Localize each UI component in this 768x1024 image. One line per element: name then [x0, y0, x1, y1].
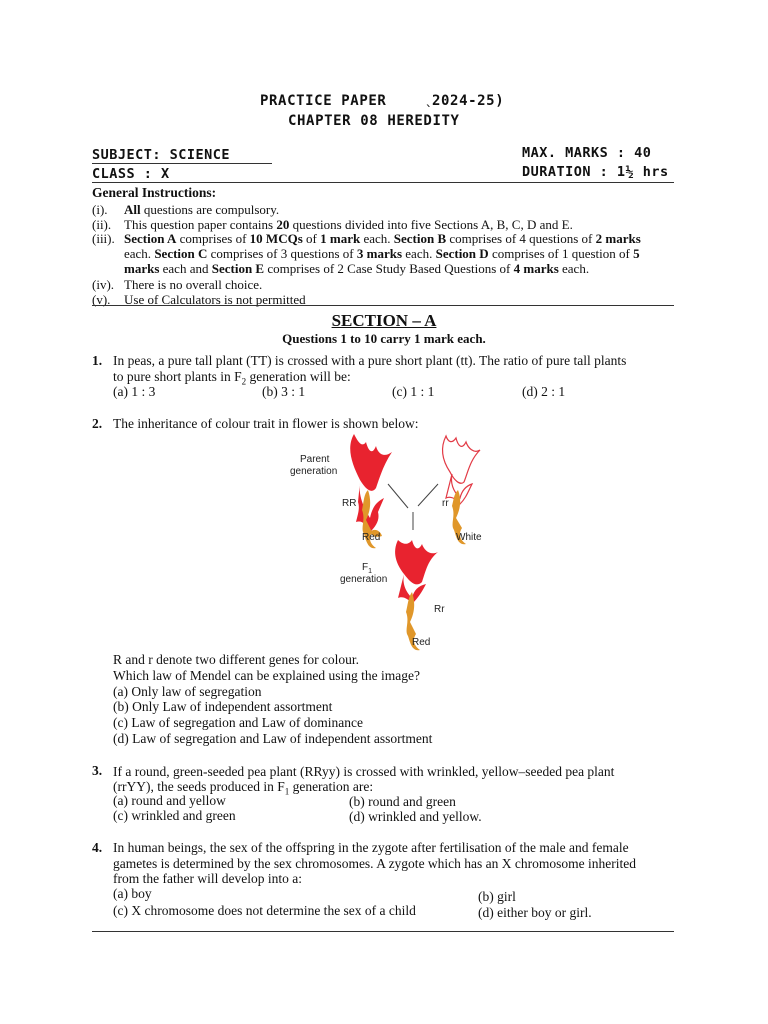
bottom-rule: [92, 931, 674, 932]
q2-line-a: R and r denote two different genes for colour.: [113, 652, 360, 667]
q4-text-line3: from the father will develop into a:: [113, 871, 302, 886]
section-subtitle: Questions 1 to 10 carry 1 mark each.: [282, 331, 486, 346]
fig-f1-generation: generation: [340, 574, 388, 585]
instruction-number: (v).: [92, 292, 111, 307]
q3-text-line2: (rrYY), the seeds produced in $F_1$ generation are:: [113, 779, 374, 797]
instruction-number: (iv).: [92, 277, 115, 292]
class-label: CLASS : X: [92, 166, 170, 182]
instructions-heading: General Instructions:: [92, 185, 217, 200]
header-rule: [92, 182, 674, 183]
instruction-text: marks each and Section E comprises of 2 Case Study Based Questions of 4 marks each.: [124, 261, 590, 276]
q3-text-line1: If a round, green-seeded pea plant (RRyy) is crossed with wrinkled, yellow–seeded pea plant: [113, 764, 615, 779]
fig-f1: $F_1$: [362, 562, 373, 575]
max-marks-label: MAX. MARKS : 40: [522, 145, 652, 161]
q4-option-b: (b) girl: [478, 889, 516, 904]
q2-option-b: (b) Only Law of independent assortment: [113, 699, 333, 714]
paper-year: 2024-25): [432, 93, 505, 109]
q3-option-d: (d) wrinkled and yellow.: [349, 809, 482, 824]
q3-option-c: (c) wrinkled and green: [113, 808, 236, 823]
fig-white: White: [456, 532, 482, 543]
q1-option-c: (c) 1 : 1: [392, 384, 435, 399]
q2-line-b: Which law of Mendel can be explained using the image?: [113, 668, 421, 683]
q1-text-line1: In peas, a pure tall plant (TT) is crossed with a pure short plant (tt). The ratio of pure tall plants: [113, 353, 627, 368]
fig-rr-lower: rr: [442, 498, 449, 509]
instruction-text: Section A comprises of 10 MCQs of 1 mark each. Section B comprises of 4 questions of 2 marks: [124, 231, 641, 246]
q1-option-d: (d) 2 : 1: [522, 384, 566, 399]
subject-label: SUBJECT: SCIENCE: [92, 147, 231, 163]
instruction-number: (ii).: [92, 217, 112, 232]
q3-number: 3.: [92, 763, 103, 778]
section-title: SECTION – A: [331, 311, 437, 330]
year-mark: ˎ: [424, 91, 434, 107]
instruction-text: All questions are compulsory.: [124, 202, 280, 217]
paper-title: PRACTICE PAPER: [260, 93, 387, 109]
cross-line-right: [418, 484, 438, 506]
q4-text-line1: In human beings, the sex of the offspring in the zygote after fertilisation of the male and female: [113, 840, 629, 855]
q2-option-d: (d) Law of segregation and Law of independent assortment: [113, 731, 433, 746]
q1-number: 1.: [92, 353, 103, 368]
q2-option-c: (c) Law of segregation and Law of dominance: [113, 715, 364, 730]
fig-rr-upper: RR: [342, 498, 357, 509]
q1-text-line2: to pure short plants in $F_2$ generation will be:: [113, 369, 351, 387]
fig-parent-generation-2: generation: [290, 466, 338, 477]
q1-option-b: (b) 3 : 1: [262, 384, 306, 399]
fig-rr-hybrid: Rr: [434, 604, 445, 615]
q4-number: 4.: [92, 840, 103, 855]
q2-option-a: (a) Only law of segregation: [113, 684, 262, 699]
f1-flower: [395, 540, 438, 650]
instruction-number: (i).: [92, 202, 108, 217]
q4-text-line2: gametes is determined by the sex chromosomes. A zygote which has an X chromosome inherited: [113, 856, 636, 871]
instructions-rule: [92, 305, 674, 306]
inheritance-figure: [280, 428, 500, 653]
q2-number: 2.: [92, 416, 103, 431]
q2-text: The inheritance of colour trait in flower is shown below:: [113, 416, 419, 431]
instruction-text: each. Section C comprises of 3 questions of 3 marks each. Section D comprises of 1 question of 5: [124, 246, 640, 261]
subject-underline: [92, 163, 272, 164]
cross-line-left: [388, 484, 408, 508]
instruction-text: Use of Calculators is not permitted: [124, 292, 306, 307]
q4-option-a: (a) boy: [113, 886, 152, 901]
white-parent-flower: [443, 436, 480, 544]
q3-option-a: (a) round and yellow: [113, 793, 226, 808]
instruction-text: This question paper contains 20 questions divided into five Sections A, B, C, D and E.: [124, 217, 573, 232]
fig-red-left: Red: [362, 532, 381, 543]
instruction-text: There is no overall choice.: [124, 277, 263, 292]
q1-option-a: (a) 1 : 3: [113, 384, 156, 399]
fig-red-bottom: Red: [412, 637, 431, 648]
duration-label: DURATION : 1½ hrs: [522, 164, 669, 180]
chapter-title: CHAPTER 08 HEREDITY: [288, 113, 460, 129]
q3-option-b: (b) round and green: [349, 794, 456, 809]
fig-parent-generation-1: Parent: [300, 454, 330, 465]
q4-option-d: (d) either boy or girl.: [478, 905, 592, 920]
q4-option-c: (c) X chromosome does not determine the sex of a child: [113, 903, 416, 918]
instruction-number: (iii).: [92, 231, 115, 246]
